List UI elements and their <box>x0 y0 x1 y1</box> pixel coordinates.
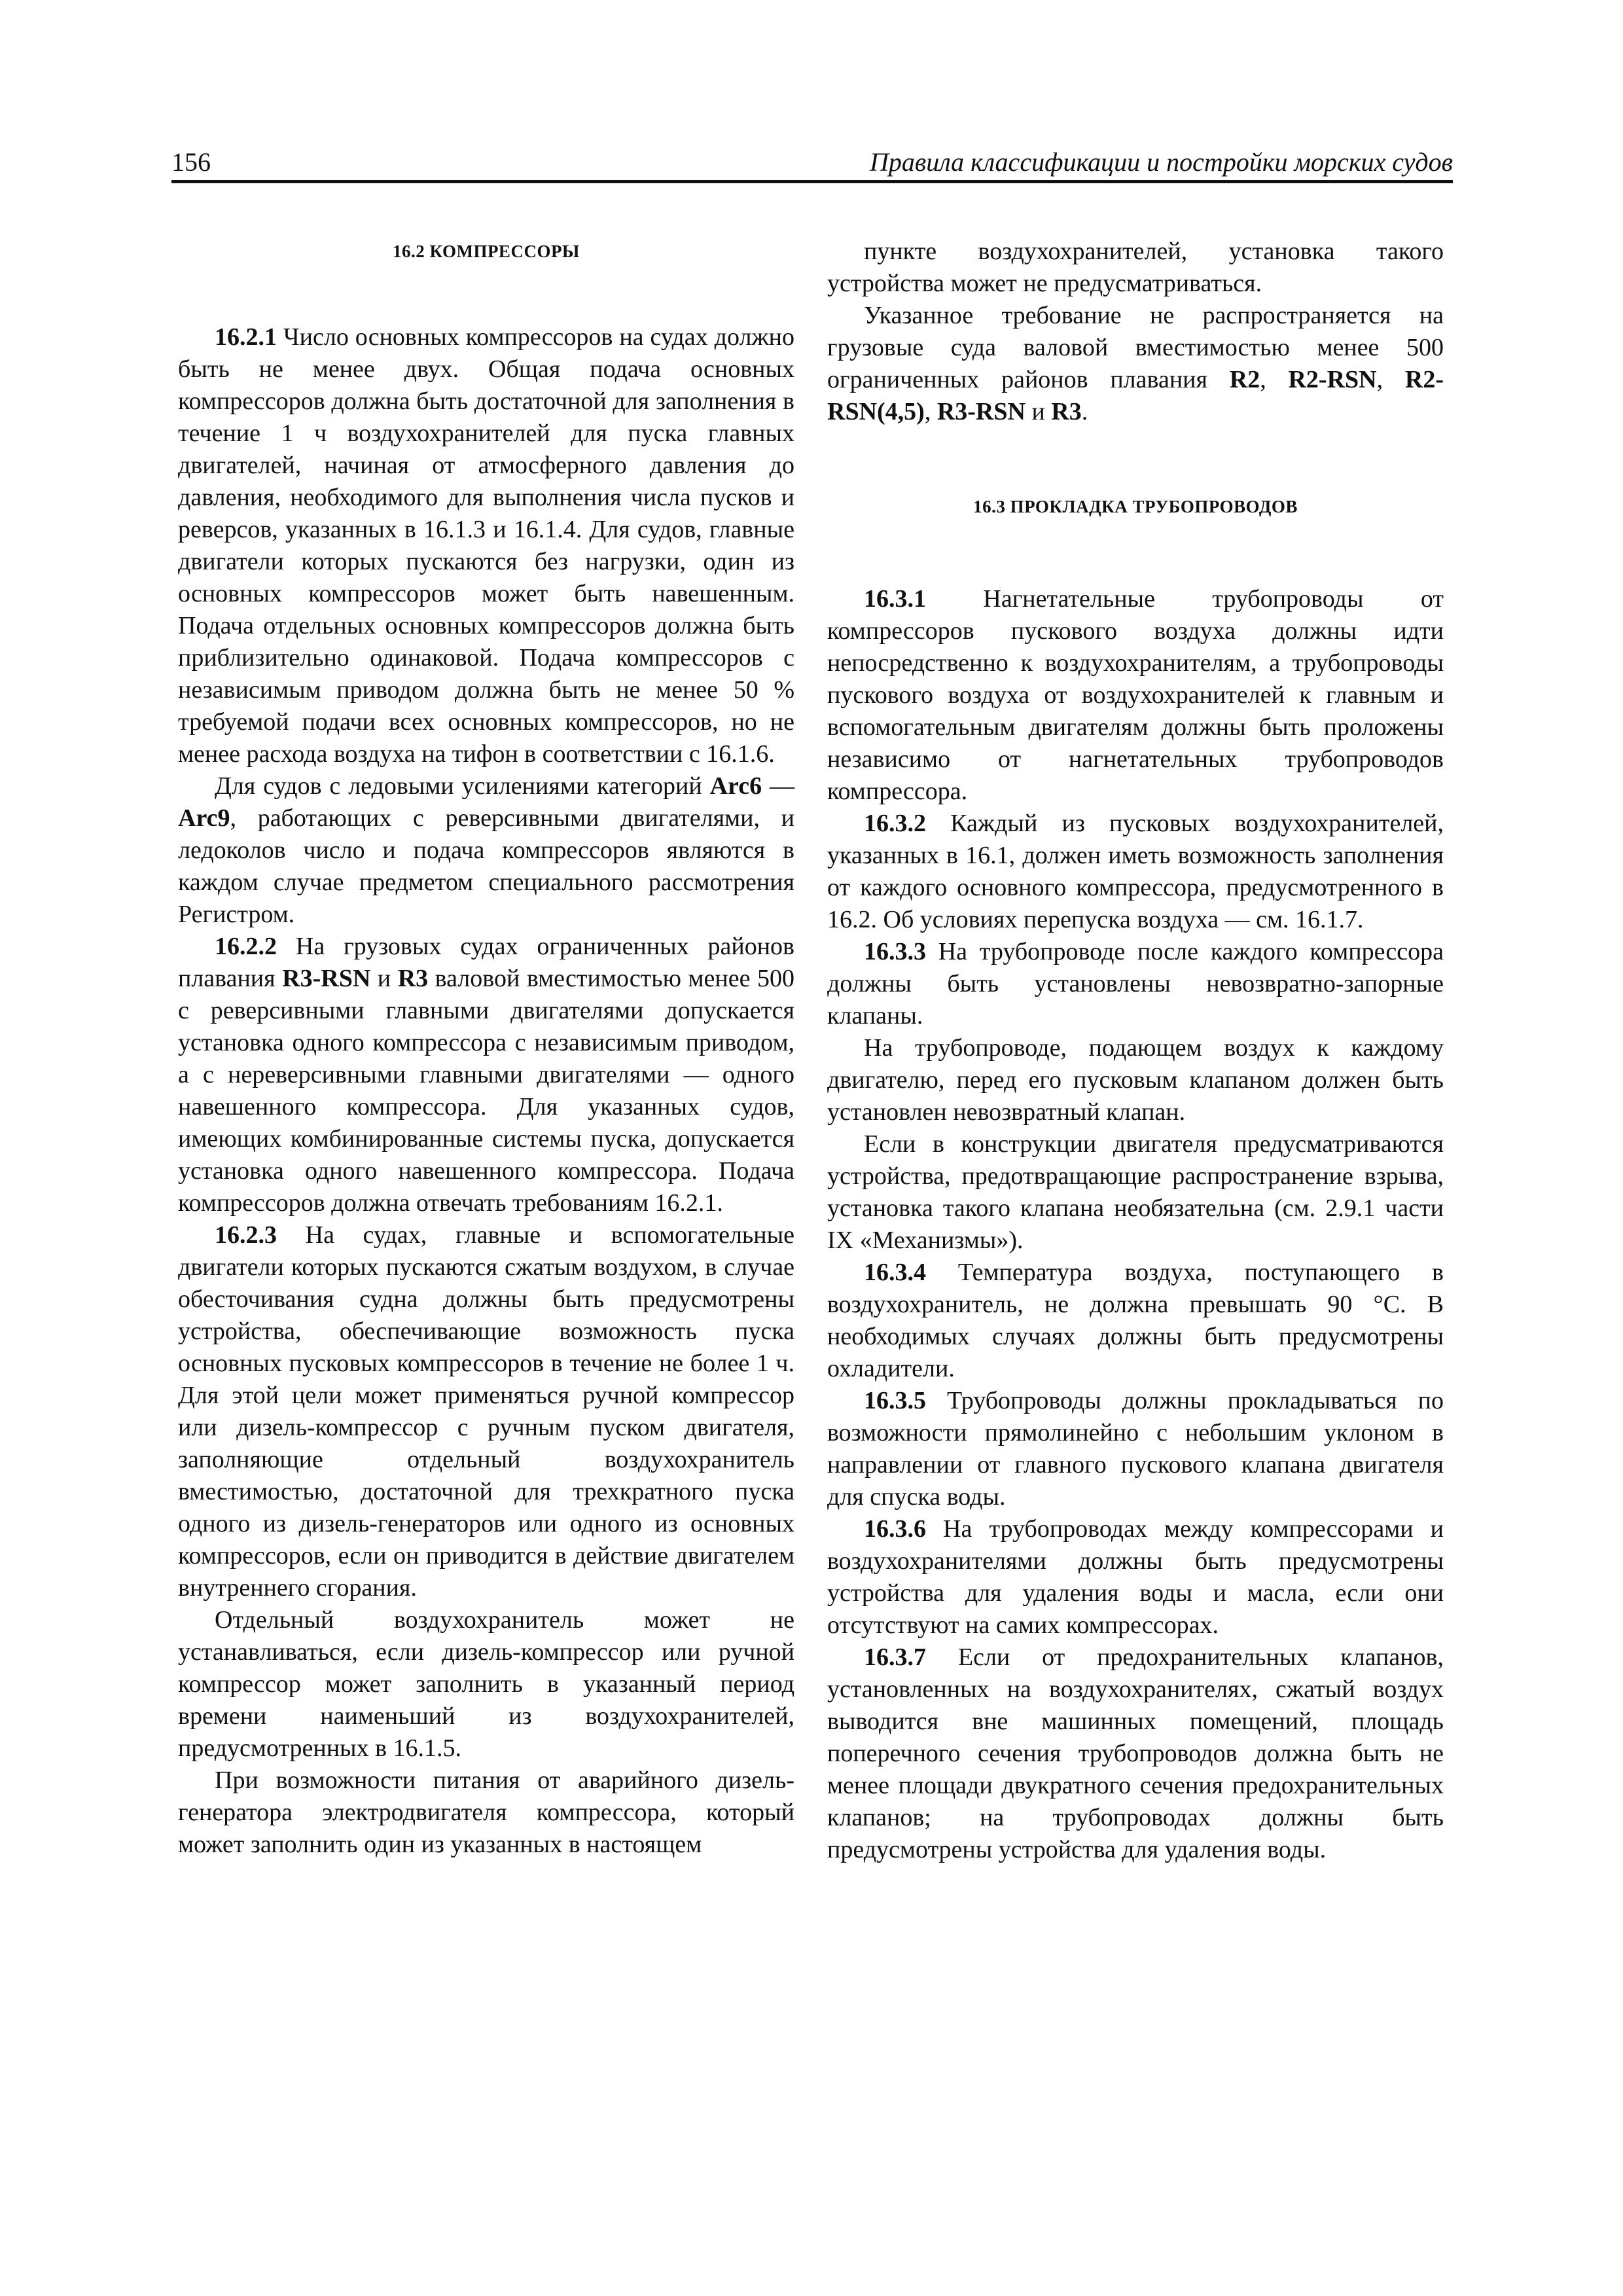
clause-number: 16.3.4 <box>864 1259 926 1286</box>
paragraph-check-valve: На трубопроводе, подающем воздух к каждому двигателю, перед его пусковым клапаном должен быть установлен невозвратный клапан. <box>827 1034 1444 1126</box>
paragraph-text: Трубопроводы должны прокладываться по возможности прямолинейно с небольшим уклоном в направлении от главного пускового клапана двигателя для спуска воды. <box>827 1387 1444 1511</box>
paragraph-text: На судах, главные и вспомогательные двигатели которых пускаются сжатым воздухом, в случае обесточивания судна должны быть предусмотрены устройства, обеспечивающие возможность пуска основных пусковых компрессоров в течение не более 1 ч. Для этой цели может применяться ручной компрессор или дизель-компрессор с ручным пуском двигателя, заполняющие отдельный воздухохранитель вместимостью, достаточной для трехкратного пуска одного из дизель-генераторов или одного из основных компрессоров, если он приводится в действие двигателем внутреннего сгорания. <box>178 1221 794 1602</box>
paragraph-16-3-2 <box>827 808 1444 936</box>
separator: , <box>1376 366 1405 393</box>
area-r3: R3 <box>397 965 429 992</box>
paragraph-text: На грузовых судах ограниченных районов плавания <box>178 933 794 992</box>
page-header <box>171 143 1453 183</box>
clause-number: 16.3.6 <box>864 1515 926 1543</box>
clause-number: 16.2.1 <box>215 323 277 351</box>
clause-number: 16.3.1 <box>864 585 926 613</box>
paragraph-text: Нагнетательные трубопроводы от компрессоров пускового воздуха должны идти непосредственно к воздухохранителям, а трубопроводы пускового воздуха от воздухохранителей к главным и вспомогательным двигателям должны быть проложены независимо от нагнетательных трубопроводов компрессора. <box>827 585 1444 805</box>
separator: и <box>1025 398 1052 425</box>
paragraph-16-2-1 <box>178 321 794 770</box>
clause-number: 16.3.5 <box>864 1387 926 1414</box>
paragraph-text: , работающих с реверсивными двигателями, и ледоколов число и подача компрессоров являются в каждом случае предметом специального рассмотрения Регистром. <box>178 804 794 928</box>
paragraph-text: Каждый из пусковых воздухохранителей, указанных в 16.1, должен иметь возможность заполнения от каждого основного компрессора, предусмотренного в 16.2. Об условиях перепуска воздуха — см. 16.1.7. <box>827 810 1444 933</box>
paragraph-text: Для судов с ледовыми усилениями категорий <box>215 772 710 800</box>
paragraph-text: Если от предохранительных клапанов, установленных на воздухохранителях, сжатый воздух выводится вне машинных помещений, площадь поперечного сечения трубопроводов должна быть не менее площади двукратного сечения предохранительных клапанов; на трубопроводах должны быть предусмотрены устройства для удаления воды. <box>827 1643 1444 1863</box>
area-r3: R3 <box>1051 398 1082 425</box>
spacer <box>827 428 1444 491</box>
ice-class-arc6: Arc6 <box>709 772 762 800</box>
paragraph-text: Температура воздуха, поступающего в воздухохранитель, не должна превышать 90 °С. В необходимых случаях должны быть предусмотрены охладители. <box>827 1259 1444 1382</box>
separator: , <box>1260 366 1289 393</box>
area-r2-rsn-4-5: R2-RSN(4,5) <box>827 366 1444 425</box>
section-title-16-3: 16.3 ПРОКЛАДКА ТРУБОПРОВОДОВ <box>973 497 1298 516</box>
paragraph-16-2-2 <box>178 931 794 1219</box>
clause-number: 16.2.2 <box>215 933 277 960</box>
paragraph-text: валовой вместимостью менее 500 с реверсивными главными двигателями допускается установка одного компрессора с независимым приводом, а с нереверсивными главными двигателями — одного навешенного компрессора. Для указанных судов, имеющих комбинированные системы пуска, допускается установка одного навешенного компрессора. Подача компрессоров должна отвечать требованиям 16.2.1. <box>178 965 795 1217</box>
spacer <box>827 523 1444 583</box>
paragraph-text: Число основных компрессоров на судах должно быть не менее двух. Общая подача основных компрессоров должна быть достаточной для заполнения в течение 1 ч воздухохранителей для пуска главных двигателей, начиная от атмосферного давления до давления, необходимого для выполнения числа пусков и реверсов, указанных в 16.1.3 и 16.1.4. Для судов, главные двигатели которых пускаются без нагрузки, один из основных компрессоров может быть навешенным. Подача отдельных основных компрессоров должна быть приблизительно одинаковой. Подача компрессоров с независимым приводом должна быть не менее 50 % требуемой подачи всех основных компрессоров, но не менее расхода воздуха на тифон в соответствии с 16.1.6. <box>178 323 794 768</box>
clause-number: 16.3.2 <box>864 810 926 837</box>
paragraph-ice-class <box>178 770 794 931</box>
clause-number: 16.3.3 <box>864 938 926 965</box>
separator: , <box>924 398 937 425</box>
right-column <box>827 236 1444 1866</box>
paragraph-16-3-5 <box>827 1385 1444 1513</box>
conjunction: и <box>370 965 398 992</box>
area-r2-rsn: R2-RSN <box>1288 366 1377 393</box>
paragraph-text: На трубопроводе после каждого компрессора должны быть установлены невозвратно-запорные клапаны. <box>827 938 1444 1030</box>
ice-class-arc9: Arc9 <box>178 804 230 832</box>
paragraph-16-3-1 <box>827 583 1444 808</box>
running-title: Правила классификации и постройки морских судов <box>869 147 1453 177</box>
clause-number: 16.2.3 <box>215 1221 277 1249</box>
paragraph-exemption <box>827 300 1444 428</box>
paragraph-text: На трубопроводах между компрессорами и воздухохранителями должны быть предусмотрены устройства для удаления воды и масла, если они отсутствуют на самих компрессорах. <box>827 1515 1444 1639</box>
paragraph-explosion-protection: Если в конструкции двигателя предусматриваются устройства, предотвращающие распространение взрыва, установка такого клапана необязательна (см. 2.9.1 части IX «Механизмы»). <box>827 1130 1444 1254</box>
paragraph-16-3-7 <box>827 1641 1444 1866</box>
area-r3-rsn: R3-RSN <box>936 398 1026 425</box>
clause-number: 16.3.7 <box>864 1643 926 1671</box>
paragraph-16-3-4 <box>827 1257 1444 1385</box>
left-column <box>178 236 794 1861</box>
header-rule <box>171 180 1453 183</box>
paragraph-continuation: пункте воздухохранителей, установка такого устройства может не предусматриваться. <box>827 238 1444 297</box>
dash: — <box>762 772 794 800</box>
area-r3-rsn: R3-RSN <box>282 965 371 992</box>
paragraph-text: Указанное требование не распространяется на грузовые суда валовой вместимостью менее 500 ограниченных районов плавания <box>827 302 1444 393</box>
spacer <box>178 268 794 321</box>
paragraph-emergency-power: При возможности питания от аварийного дизель-генератора электродвигателя компрессора, который может заполнить один из указанных в настоящем <box>178 1767 794 1858</box>
page-number: 156 <box>171 147 211 177</box>
paragraph-16-2-3 <box>178 1219 794 1604</box>
paragraph-16-3-6 <box>827 1513 1444 1641</box>
paragraph-16-3-3 <box>827 936 1444 1032</box>
paragraph-separate-receiver: Отдельный воздухохранитель может не устанавливаться, если дизель-компрессор или ручной компрессор может заполнить в указанный период времени наименьший из воздухохранителей, предусмотренных в 16.1.5. <box>178 1606 794 1762</box>
area-r2: R2 <box>1229 366 1260 393</box>
separator: . <box>1081 398 1088 425</box>
section-title-16-2: 16.2 КОМПРЕССОРЫ <box>393 242 580 261</box>
